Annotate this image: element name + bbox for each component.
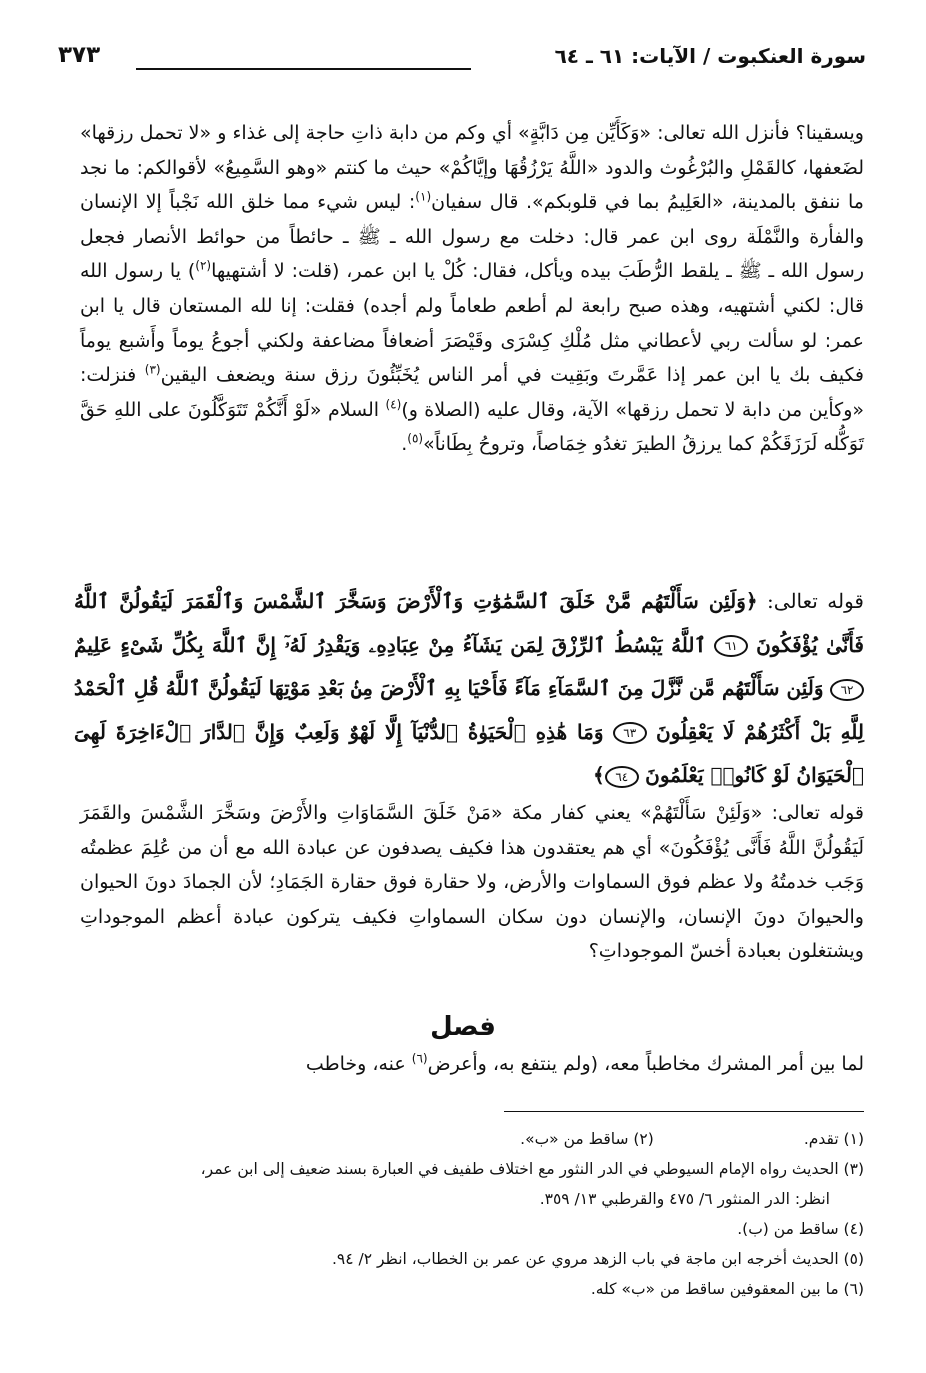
verse-intro: قوله تعالى:	[757, 589, 864, 613]
footnote-ref-5[interactable]: (٥)	[407, 432, 424, 447]
verse-number-62: ٦٢	[830, 679, 864, 701]
footnote-ref-4[interactable]: (٤)	[385, 397, 402, 412]
verse-63: وَلَئِن سَأَلْتَهُم مَّن نَّزَّلَ مِنَ ٱلسَّمَآءِ مَآءً فَأَحْيَا بِهِ ٱلْأَرْضَ مِنۢ بَعْدِ مَوْتِهَا لَيَقُولُنَّ ٱللَّهُ قُلِ ٱلْحَمْدُ لِلَّهِ بَلْ أَكْثَرُهُمْ لَا يَعْقِلُونَ	[74, 676, 865, 744]
text-segment: السلام «لَوْ أَنَّكُمْ تَتَوَكَّلُونَ على اللهِ حَقَّ تَوَكُّله لَرَزَقَكُمْ كما يرزقُ الطيرَ تغدُو خِمَاصاً، وتروحُ بِطَاناً»	[80, 398, 864, 456]
verse-number-61: ٦١	[714, 635, 748, 657]
paragraph-1	[80, 116, 864, 462]
verse-64: وَمَا هَٰذِهِ ٱلْحَيَوٰةُ ٱلدُّنْيَآ إِلَّا لَهْوٌ وَلَعِبٌ وَإِنَّ ٱلدَّارَ ٱلْءَاخِرَةَ لَهِىَ ٱلْحَيَوَانُ لَوْ كَانُوا۟ يَعْلَمُونَ	[74, 719, 864, 788]
text-segment: لما بين أمر المشرك مخاطباً معه، (ولم ينتفع به، وأعرض	[427, 1053, 864, 1075]
verse-number-64: ٦٤	[605, 766, 639, 788]
footnotes	[78, 1124, 864, 1304]
footnote-ref-3[interactable]: (٣)	[144, 362, 161, 377]
ornate-bracket-close: ﴾	[593, 763, 605, 788]
running-title: سورة العنكبوت / الآيات: ٦١ ـ ٦٤	[554, 44, 866, 68]
footnote-ref-1[interactable]: (١)	[415, 189, 432, 204]
ornate-bracket-open: ﴿	[745, 589, 758, 613]
text-segment: ويسقينا؟ فأنزل الله تعالى: «وَكَأَيِّن مِن دَابَّةٍ» أي وكم من دابة ذاتِ حاجة إلى غذاء و «لا تحمل رزقها» لضَعفها، كالقَمْلِ والبُرْغُوث والدود «اللَّهُ يَرْزُقُهَا وإيَّاكُمْ» حيث ما كنتم «وهو السَّمِيعُ» لأقوالكم: ما نجد ما ننفق بالمدينة، «العَلِيمُ بما في قلوبكم». قال سفيان	[80, 122, 864, 214]
footnote-4: (٤) ساقط من (ب).	[737, 1220, 864, 1238]
footnote-6: (٦) ما بين المعقوفين ساقط من «ب» كله.	[590, 1280, 864, 1298]
text-segment: ) يا رسول الله قال: لكني أشتهيه، وهذه صبح رابعة لم أطعم طعاماً ولم أجده) فقلت: إنا لله المستعان قال يا ابن عمر: لو سألت ربي لأعطاني مثل مُلْكِ كِسْرَى وقَيْصَرَ أضعافاً مضاعفة ولكني أجوعُ يوماً وأَشبع يوماً فكيف بك يا ابن عمر إذا عَمَّرتَ وبَقِيت في أمر الناس يُخَبِّئُونَ رزق سنة ويضعف اليقين	[80, 260, 865, 387]
text-segment: فنزلت: «وكأين من دابة لا تحمل رزقها» الآية، وقال عليه (الصلاة و)	[80, 364, 864, 421]
text-segment: : ليس شيء مما خلق الله نَجْباً إلا الإنسان والفأرة والنَّمْلَة روى ابن عمر قال: دخلت مع رسول الله ـ ﷺ ـ حائطاً من حوائط الأنصار فجعل رسول الله ـ ﷺ ـ يلقط الرُّطَبَ بيده ويأكل، فقال: كُلْ يا ابن عمر، (قلت: لا أشتهيها	[80, 191, 864, 283]
text-segment: .	[401, 433, 408, 456]
footnote-ref-6[interactable]: (٦)	[411, 1051, 428, 1066]
header-rule	[136, 68, 471, 70]
continuation-paragraph	[80, 1047, 864, 1081]
footnote-2: (٢) ساقط من «ب».	[520, 1130, 654, 1148]
verse-61: وَلَئِن سَأَلْتَهُم مَّنْ خَلَقَ ٱلسَّمَٰوَٰتِ وَٱلْأَرْضَ وَسَخَّرَ ٱلشَّمْسَ وَٱلْقَمَرَ لَيَقُولُنَّ ٱللَّهُ فَأَنَّىٰ يُؤْفَكُونَ	[74, 589, 864, 657]
page-number: ٣٧٣	[58, 42, 101, 68]
footnote-1: (١) تقدم.	[803, 1130, 864, 1148]
page-header	[58, 40, 866, 80]
footnote-ref-2[interactable]: (٢)	[195, 259, 212, 274]
footnote-5: (٥) الحديث أخرجه ابن ماجة في باب الزهد مروي عن عمر بن الخطاب، انظر ٢/ ٩٤.	[331, 1250, 864, 1268]
tafsir-paragraph: قوله تعالى: «وَلَئِنْ سَأَلْتَهُمْ» يعني كفار مكة «مَنْ خَلَقَ السَّمَاوَاتِ والأَرْضَ وسَخَّرَ الشَّمْسَ والقَمَرَ لَيَقُولُنَّ اللَّهُ فَأَنَّى يُؤْفَكُونَ» أي هم يعتقدون هذا فكيف يصدفون عن عبادة الله مع أن من عُلِمَ عظمتُه وَجَب خدمتُهُ ولا عظم فوق السماوات والأرض، ولا حقارة فوق حقارة الجَمَادِ؛ لأن الجمادَ دونَ الحيوان والحيوانَ دونَ الإنسان، والإنسان دون سكان السماواتِ فكيف يتركون عبادة أعظم الموجوداتِ ويشتغلون بعبادة أخسّ الموجوداتِ؟	[80, 802, 864, 963]
section-heading: فصل	[430, 1012, 496, 1042]
verse-62: ٱللَّهُ يَبْسُطُ ٱلرِّزْقَ لِمَن يَشَآءُ مِنْ عِبَادِهِۦ وَيَقْدِرُ لَهُۥٓ إِنَّ ٱللَّهَ بِكُلِّ شَىْءٍ عَلِيمٌ	[74, 632, 707, 657]
footnote-3-line-1: (٣) الحديث رواه الإمام السيوطي في الدر النثور مع اختلاف طفيف في العبارة بسند ضعيف إلى ابن عمر،	[200, 1160, 864, 1178]
footnote-separator	[504, 1111, 864, 1112]
footnote-3-line-2: انظر: الدر المنثور ٦/ ٤٧٥ والقرطبي ١٣/ ٣٥٩.	[539, 1190, 830, 1208]
quran-verses-block	[74, 580, 864, 798]
main-paragraph	[80, 116, 864, 462]
text-segment: عنه، وخاطب	[305, 1053, 412, 1075]
footnote-row	[78, 1124, 864, 1154]
footnote-3	[78, 1154, 864, 1214]
verse-number-63: ٦٣	[613, 722, 647, 744]
